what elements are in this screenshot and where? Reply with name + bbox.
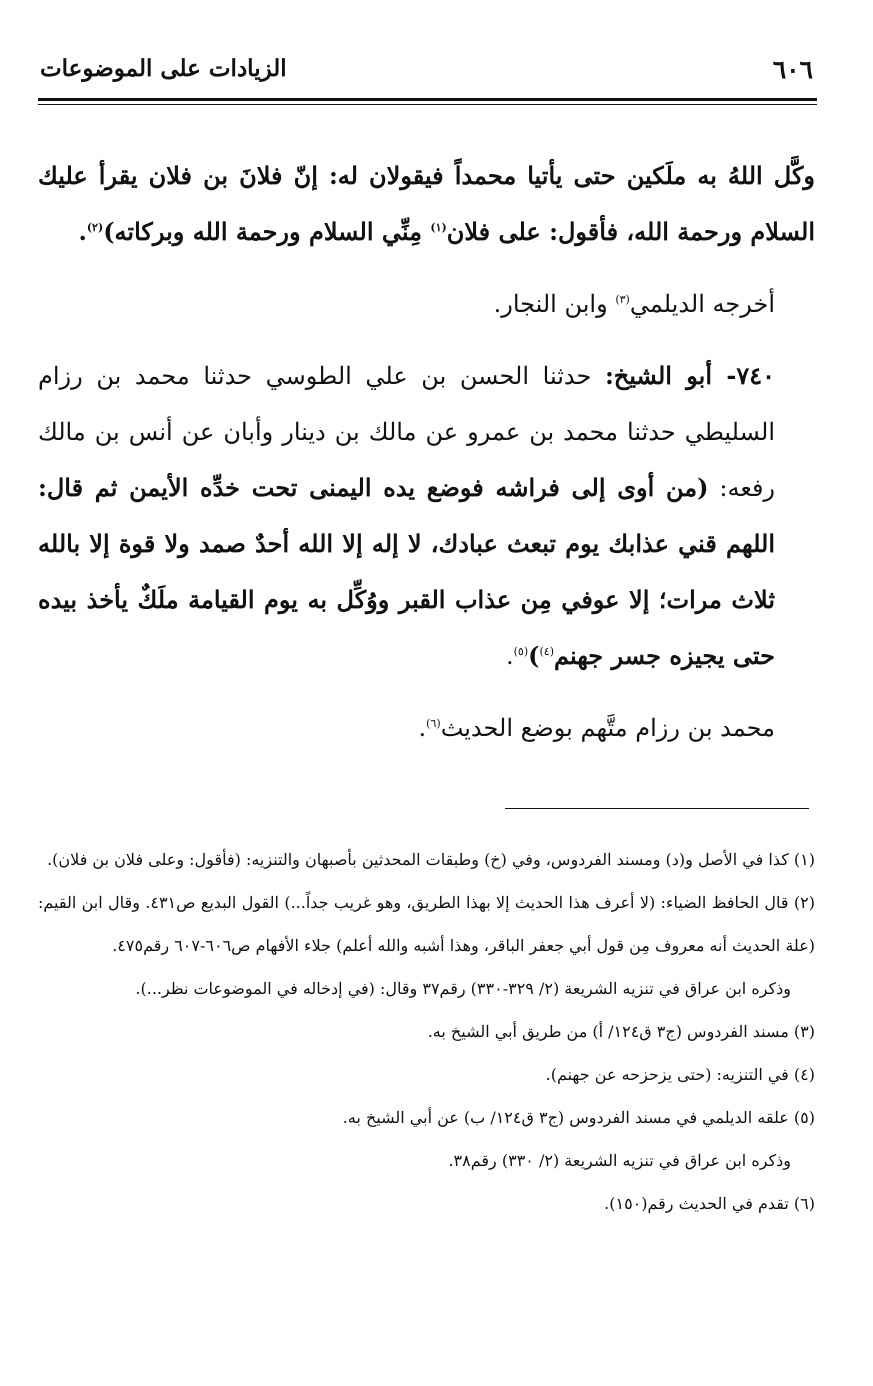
punctuation: ) <box>528 641 540 670</box>
isnad-text: حدثنا الحسن بن علي الطوسي حدثنا محمد بن رزام السليطي حدثنا محمد بن عمرو عن مالك بن دينار وأبان عن أنس بن مالك رفعه: <box>38 362 776 502</box>
punctuation: . <box>78 217 87 246</box>
spacer <box>38 260 815 276</box>
text-segment: مِنِّي السلام ورحمة الله وبركاته) <box>103 217 431 246</box>
paragraph-hadith-740 <box>38 348 815 684</box>
matn-text: (من أوى إلى فراشه فوضع يده اليمنى تحت خدِّه الأيمن ثم قال: اللهم قني عذابك يوم تبعث عبادك، لا إله إلا الله أحدٌ صمد ولا قوة إلا بالله ثلاث مرات؛ إلا عوفي مِن عذاب القبر ووُكِّل به يوم القيامة ملَكٌ يأخذ بيده حتى يجيزه جسر جهنم <box>38 473 775 670</box>
hadith-number: ٧٤٠- أبو الشيخ: <box>604 361 775 390</box>
paragraph-takhrij <box>38 276 815 332</box>
footnote-separator <box>505 808 809 809</box>
text-segment: محمد بن رزام متَّهم بوضع الحديث <box>440 714 775 742</box>
footnote-2: (٢) قال الحافظ الضياء: (لا أعرف هذا الحديث إلا بهذا الطريق، وهو غريب جداً...) القول البديع ص٤٣١. وقال ابن القيم: (علة الحديث أنه معروف مِن قول أبي جعفر الباقر، وهذا أشبه والله أعلم) جلاء الأفهام ص٦٠٦-٦٠٧ رقم٤٧٥. <box>38 893 815 955</box>
header-rule-thick <box>38 98 817 101</box>
footnote-ref-6: (٦) <box>426 717 441 730</box>
text-segment: أخرجه الديلمي <box>629 290 775 318</box>
punctuation: . <box>505 642 514 670</box>
spacer <box>38 684 815 700</box>
running-title: الزيادات على الموضوعات <box>40 55 287 82</box>
footnote-5: (٥) علقه الديلمي في مسند الفردوس (ج٣ ق١٢٤/ ب) عن أبي الشيخ به. <box>342 1108 815 1127</box>
footnote-ref-1: (١) <box>430 221 447 234</box>
footnote-2-continuation: وذكره ابن عراق في تنزيه الشريعة (٢/ ٣٢٩-٣٣٠) رقم٣٧ وقال: (في إدخاله في الموضوعات نظر...). <box>135 979 791 998</box>
spacer <box>38 332 815 348</box>
paragraph-hadith-continuation <box>38 148 815 260</box>
footnote-ref-5: (٥) <box>513 645 529 658</box>
main-text <box>38 148 815 756</box>
header-rule-thin <box>38 104 817 105</box>
footnote-ref-2: (٢) <box>86 221 104 234</box>
punctuation: . <box>418 714 427 742</box>
footnote-1: (١) كذا في الأصل و(د) ومسند الفردوس، وفي (خ) وطبقات المحدثين بأصبهان والتنزيه: (فأقول: وعلى فلان بن فلان). <box>47 850 815 869</box>
footnote-4: (٤) في التنزيه: (حتى يزحزحه عن جهنم). <box>545 1065 815 1084</box>
text-segment: وكَّل اللهُ به ملَكين حتى يأتيا محمداً فيقولان له: إنّ فلانَ بن فلان يقرأ عليك السلام ورحمة الله، فأقول: على فلان <box>38 161 815 246</box>
footnote-ref-4: (٤) <box>539 645 555 658</box>
footnotes <box>38 838 815 1225</box>
footnote-ref-3: (٣) <box>615 293 630 306</box>
footnote-6: (٦) تقدم في الحديث رقم(١٥٠). <box>604 1194 815 1213</box>
text-segment: وابن النجار. <box>493 290 616 318</box>
footnote-5-continuation: وذكره ابن عراق في تنزيه الشريعة (٢/ ٣٣٠) رقم٣٨. <box>448 1151 791 1170</box>
page-header <box>40 55 813 95</box>
footnote-3: (٣) مسند الفردوس (ج٣ ق١٢٤/ أ) من طريق أبي الشيخ به. <box>427 1022 815 1041</box>
page-number: ٦٠٦ <box>772 55 813 84</box>
paragraph-narrator-note <box>38 700 815 756</box>
